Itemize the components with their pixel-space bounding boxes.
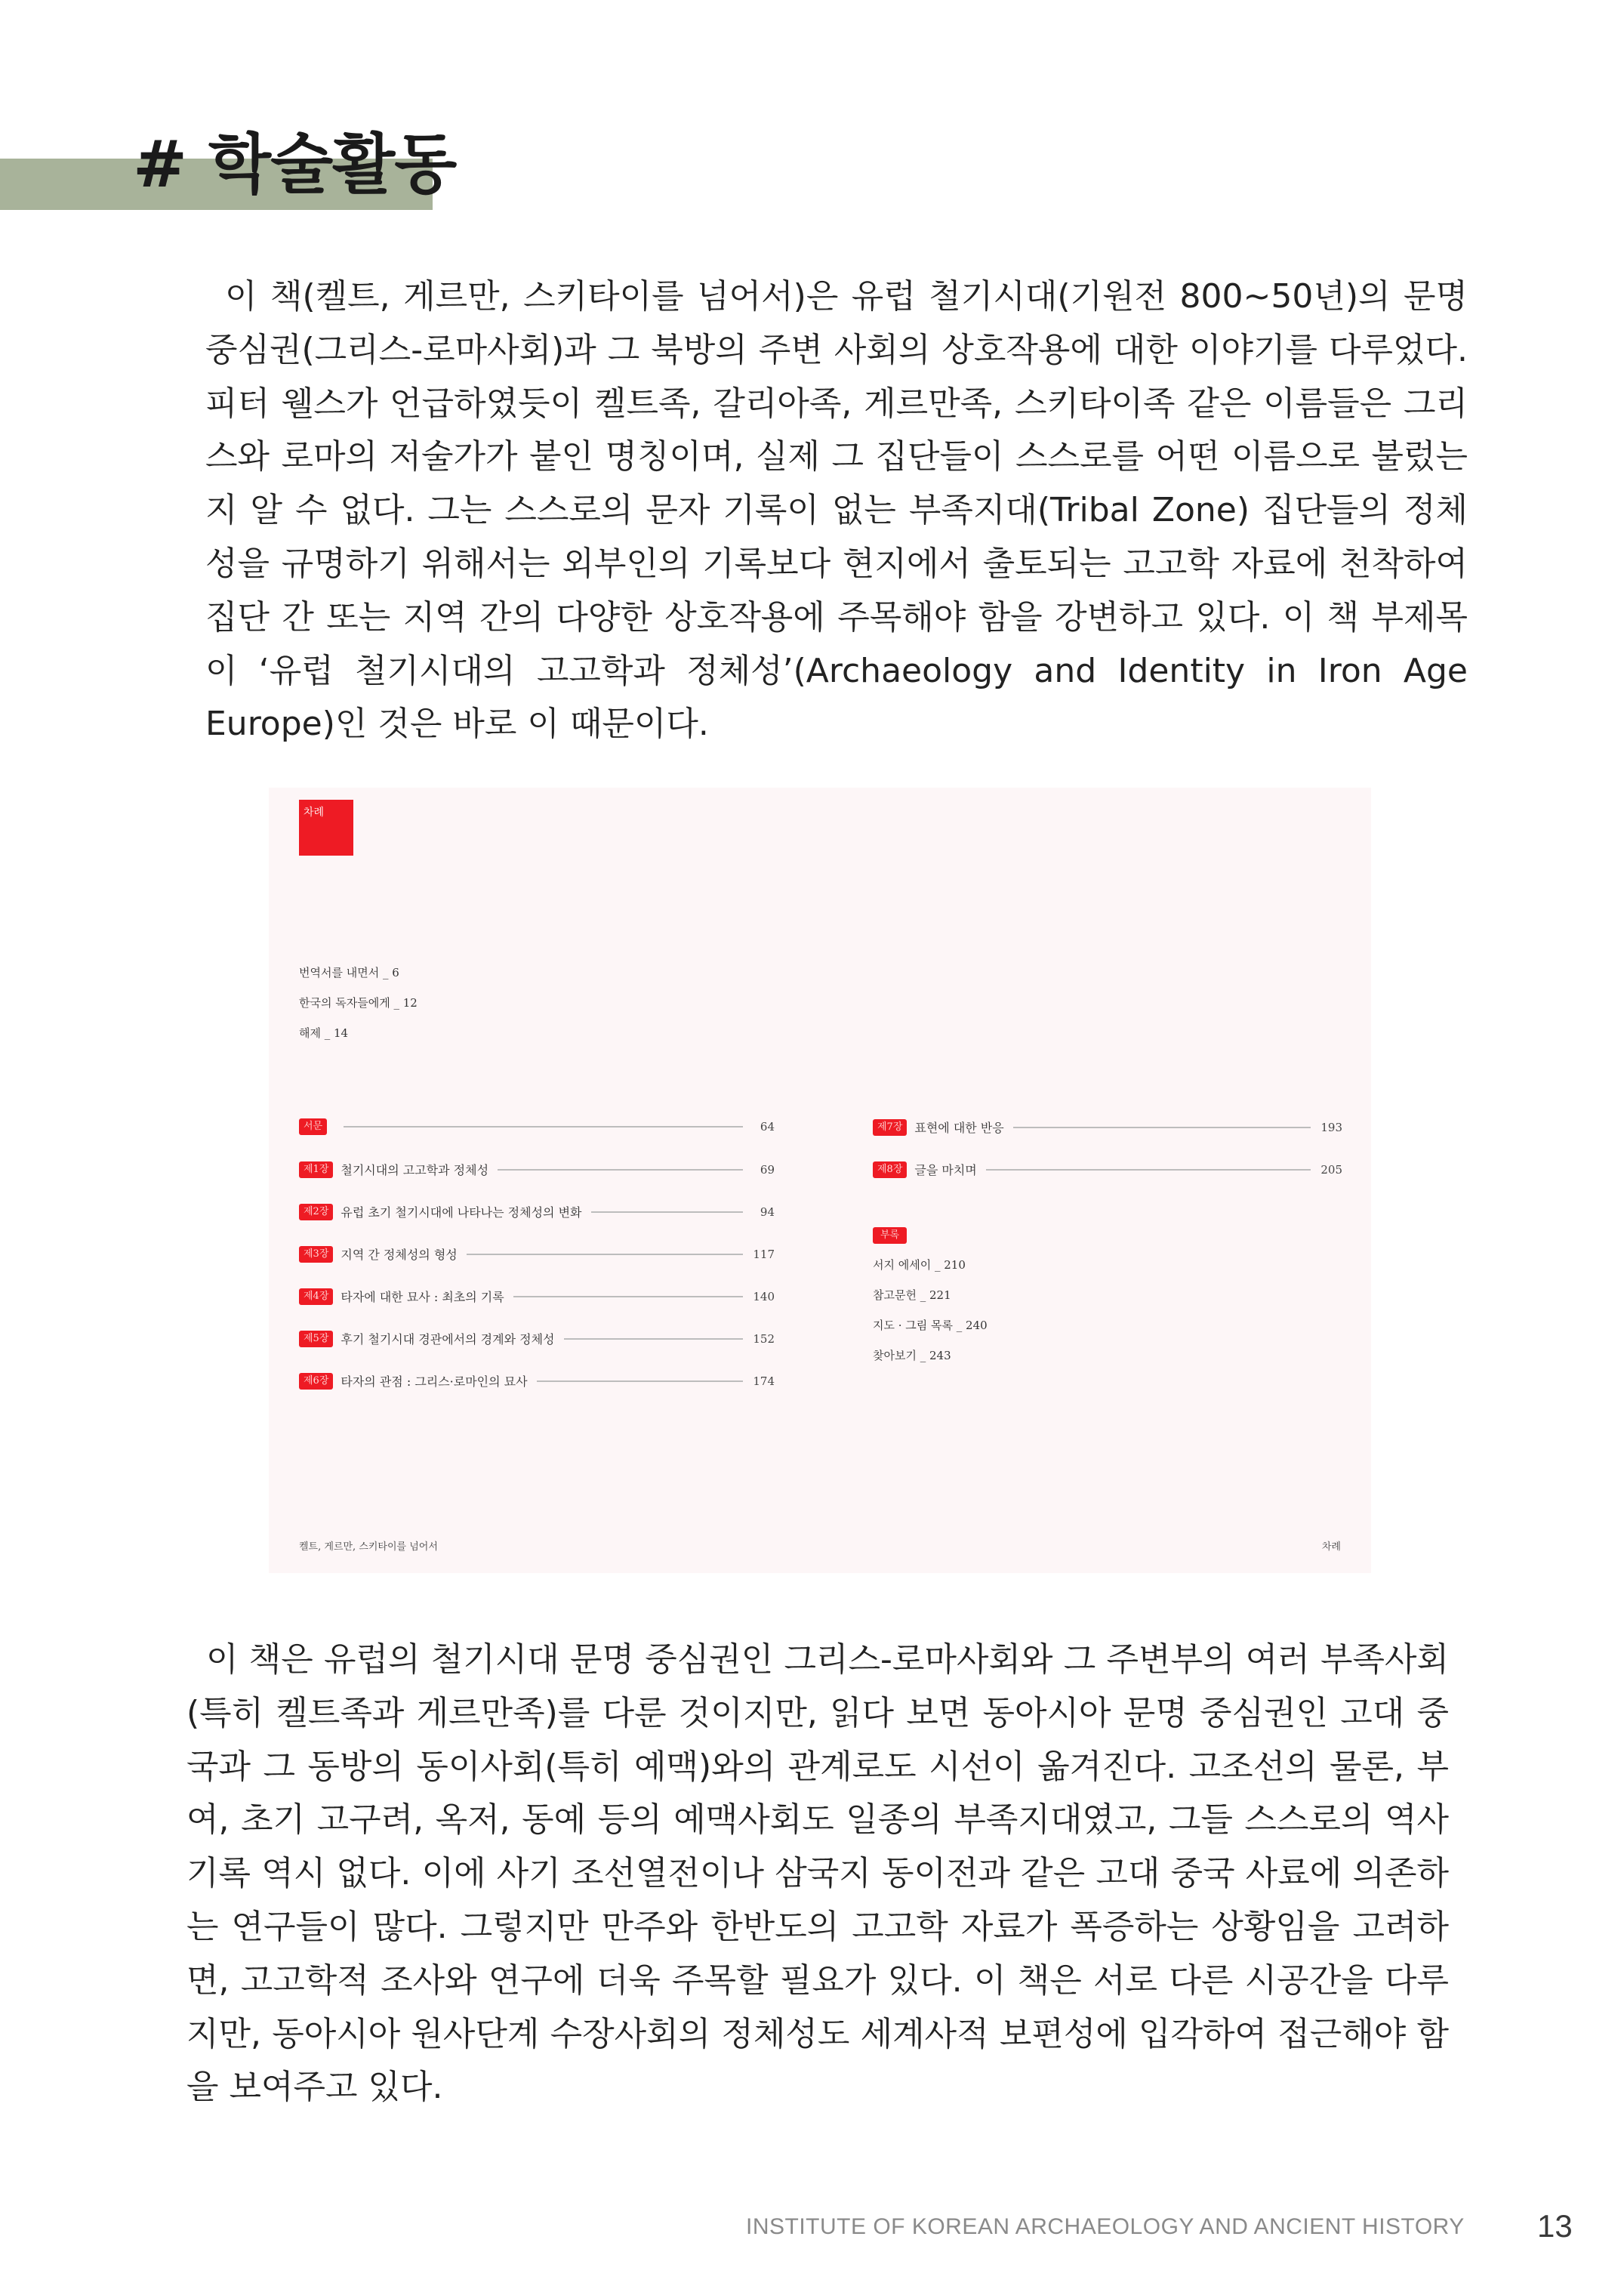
footer-institute: INSTITUTE OF KOREAN ARCHAEOLOGY AND ANCIENT HISTORY (746, 2214, 1465, 2239)
chapter-badge: 제7장 (873, 1119, 907, 1136)
paragraph-discussion: 이 책은 유럽의 철기시대 문명 중심권인 그리스-로마사회와 그 주변부의 여러 부족사회(특히 켈트족과 게르만족)를 다룬 것이지만, 읽다 보면 동아시아 문명 중심권인 고대 중국과 그 동방의 동이사회(특히 예맥)와의 관계로도 시선이 옮겨진다. 고조선의 물론, 부여, 초기 고구려, 옥저, 동예 등의 예맥사회도 일종의 부족지대였고, 그들 스스로의 역사 기록 역시 없다. 이에 사기 조선열전이나 삼국지 동이전과 같은 고대 중국 사료에 의존하는 연구들이 많다. 그렇지만 만주와 한반도의 고고학 자료가 폭증하는 상황임을 고려하면, 고고학적 조사와 연구에 더욱 주목할 필요가 있다. 이 책은 서로 다른 시공간을 다루지만, 동아시아 원사단계 수장사회의 정체성도 세계사적 보편성에 입각하여 접근해야 함을 보여주고 있다. (186, 1640, 1449, 2107)
chapter-title: 후기 철기시대 경관에서의 경계와 정체성 (341, 1332, 555, 1347)
toc-footer-section: 차례 (1321, 1541, 1341, 1553)
chapter-page: 64 (760, 1120, 775, 1134)
toc-row (299, 1372, 775, 1390)
chapter-page: 205 (1320, 1162, 1342, 1177)
chapter-badge: 제8장 (873, 1161, 907, 1178)
toc-tag: 차례 (299, 800, 353, 856)
chapter-title: 글을 마치며 (914, 1163, 977, 1177)
front-item: 해제 _ 14 (299, 1026, 349, 1040)
dotted-leader (498, 1169, 743, 1171)
dotted-leader (591, 1211, 744, 1213)
dotted-leader (513, 1296, 743, 1297)
dotted-leader (986, 1169, 1311, 1171)
toc-front-matter (299, 958, 418, 1048)
appendix-list (873, 1250, 988, 1371)
toc-row (299, 1161, 775, 1178)
toc-row (873, 1118, 1342, 1136)
appendix-item: 지도 · 그림 목록 _ 240 (873, 1319, 988, 1332)
toc-row (299, 1118, 775, 1135)
toc-row (299, 1330, 775, 1347)
chapter-page: 174 (753, 1374, 775, 1388)
dotted-leader (467, 1254, 743, 1255)
chapter-title: 지역 간 정체성의 형성 (341, 1248, 458, 1262)
chapter-badge: 제5장 (299, 1331, 333, 1347)
chapter-page: 152 (753, 1331, 775, 1346)
chapter-title: 유럽 초기 철기시대에 나타나는 정체성의 변화 (341, 1205, 582, 1220)
appendix-item: 찾아보기 _ 243 (873, 1349, 951, 1362)
toc-footer-book-title: 켈트, 게르만, 스키타이를 넘어서 (299, 1541, 438, 1553)
chapter-page: 69 (760, 1162, 775, 1177)
appendix-item: 참고문헌 _ 221 (873, 1288, 951, 1302)
appendix-badge: 부록 (873, 1227, 907, 1244)
toc-row (299, 1245, 775, 1263)
chapter-badge: 제6장 (299, 1373, 333, 1390)
toc-row (873, 1161, 1342, 1178)
chapter-page: 193 (1320, 1120, 1342, 1134)
toc-image (269, 788, 1371, 1573)
chapter-page: 140 (753, 1289, 775, 1303)
chapter-page: 94 (760, 1205, 775, 1219)
chapter-page: 117 (753, 1247, 775, 1261)
dotted-leader (564, 1338, 744, 1340)
chapter-title: 철기시대의 고고학과 정체성 (341, 1163, 489, 1177)
chapter-title: 타자에 대한 묘사 : 최초의 기록 (341, 1290, 504, 1304)
dotted-leader (537, 1380, 743, 1382)
chapter-badge: 제4장 (299, 1288, 333, 1305)
section-heading: # 학술활동 (133, 127, 457, 202)
chapter-badge: 제1장 (299, 1161, 333, 1178)
toc-row (299, 1288, 775, 1305)
toc-row (299, 1203, 775, 1220)
dotted-leader (1013, 1127, 1311, 1128)
front-item: 번역서를 내면서 _ 6 (299, 966, 399, 979)
dotted-leader (344, 1126, 743, 1127)
chapter-badge: 제3장 (299, 1246, 333, 1263)
chapter-title: 타자의 관점 : 그리스·로마인의 묘사 (341, 1374, 528, 1389)
appendix-item: 서지 에세이 _ 210 (873, 1258, 966, 1272)
chapter-title: 표현에 대한 반응 (914, 1121, 1004, 1135)
front-item: 한국의 독자들에게 _ 12 (299, 996, 418, 1010)
chapter-badge: 서문 (299, 1118, 327, 1135)
page-number: 13 (1537, 2208, 1573, 2244)
chapter-badge: 제2장 (299, 1204, 333, 1220)
paragraph-intro: 이 책(켈트, 게르만, 스키타이를 넘어서)은 유럽 철기시대(기원전 800~50년)의 문명 중심권(그리스-로마사회)과 그 북방의 주변 사회의 상호작용에 대한 이야기를 다루었다. 피터 웰스가 언급하였듯이 켈트족, 갈리아족, 게르만족, 스키타이족 같은 이름들은 그리스와 로마의 저술가가 붙인 명칭이며, 실제 그 집단들이 스스로를 어떤 이름으로 불렀는지 알 수 없다. 그는 스스로의 문자 기록이 없는 부족지대(Tribal Zone) 집단들의 정체성을 규명하기 위해서는 외부인의 기록보다 현지에서 출토되는 고고학 자료에 천착하여 집단 간 또는 지역 간의 다양한 상호작용에 주목해야 함을 강변하고 있다. 이 책 부제목이 ‘유럽 철기시대의 고고학과 정체성’(Archaeology and Identity in Iron Age Europe)인 것은 바로 이 때문이다. (205, 277, 1468, 744)
